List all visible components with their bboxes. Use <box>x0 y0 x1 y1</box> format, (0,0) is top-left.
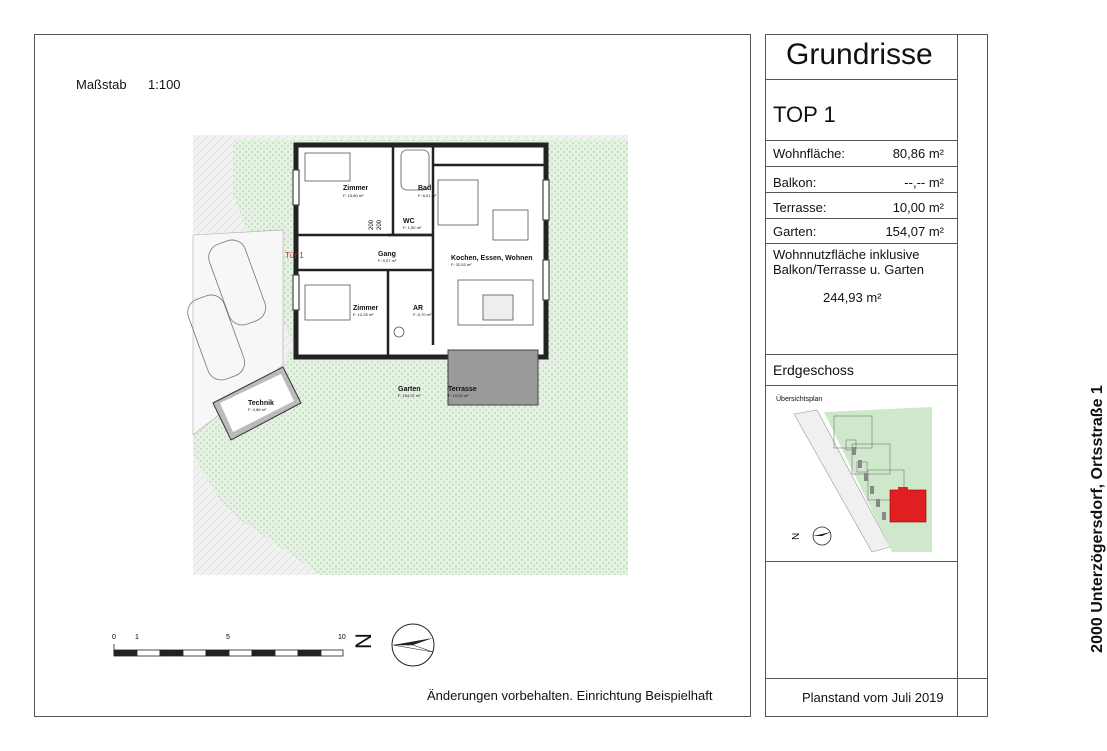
compass-icon <box>390 622 436 668</box>
room-area: F: 15,80 m² <box>343 193 364 198</box>
scale-label: Maßstab <box>76 77 127 92</box>
compass-icon <box>813 527 831 545</box>
room-name: Gang <box>378 251 396 258</box>
svg-text:1: 1 <box>135 634 139 641</box>
room-area: F: 12,26 m² <box>353 312 374 317</box>
room-area: F: 0,70 m² <box>413 312 432 317</box>
door-label: Tür 1 <box>285 251 304 260</box>
room-area: F: 32,53 m² <box>451 262 472 267</box>
area-label: Wohnfläche: <box>773 146 846 161</box>
scale-bar <box>108 630 348 660</box>
svg-text:10: 10 <box>338 634 346 641</box>
total-area: 244,93 m² <box>823 290 882 305</box>
project-address: 2000 Unterzögersdorf, Ortsstraße 1 <box>1089 385 1106 653</box>
footer-note: Änderungen vorbehalten. Einrichtung Beispielhaft <box>427 688 713 703</box>
area-value: 154,07 m² <box>885 224 944 239</box>
north-label: N <box>350 633 376 649</box>
room-area: F: 10,00 m² <box>448 393 469 398</box>
room-name: AR <box>413 305 424 312</box>
floor-plan <box>193 135 628 575</box>
room-name: Zimmer <box>343 185 369 192</box>
room-name: Kochen, Essen, Wohnen <box>451 255 533 262</box>
room-area: F: 1,50 m² <box>403 225 422 230</box>
dimension-label: 200 <box>369 219 375 230</box>
scale-ratio: 1:100 <box>148 77 181 92</box>
area-value: 80,86 m² <box>892 146 944 161</box>
unit-label: TOP 1 <box>773 102 836 127</box>
room-name: Bad <box>418 185 432 192</box>
floor-label: Erdgeschoss <box>773 362 854 378</box>
svg-text:5: 5 <box>226 634 230 641</box>
area-value: --,-- m² <box>904 175 944 190</box>
dimension-label: 200 <box>377 219 383 230</box>
overview-map <box>772 402 952 557</box>
area-label: Garten: <box>773 224 817 239</box>
inclusion-note: Wohnnutzfläche inklusive Balkon/Terrasse u. Garten <box>773 247 925 277</box>
room-area: F: 4,88 m² <box>248 407 267 412</box>
north-label: N <box>791 532 802 540</box>
room-name: Zimmer <box>353 305 379 312</box>
svg-text:0: 0 <box>112 634 116 641</box>
page-title: Grundrisse <box>786 38 933 71</box>
room-area: F: 9,07 m² <box>378 258 397 263</box>
room-name: Garten <box>398 386 421 393</box>
room-name: Technik <box>248 400 274 407</box>
room-name: WC <box>403 218 415 225</box>
area-value: 10,00 m² <box>892 200 944 215</box>
room-area: F: 154,07 m² <box>398 393 421 398</box>
area-label: Terrasse: <box>773 200 827 215</box>
room-area: F: 8,01 m² <box>418 193 437 198</box>
overview-label: Übersichtsplan <box>776 396 823 403</box>
area-label: Balkon: <box>773 175 817 190</box>
room-name: Terrasse <box>448 386 477 393</box>
plan-date: Planstand vom Juli 2019 <box>802 690 944 705</box>
